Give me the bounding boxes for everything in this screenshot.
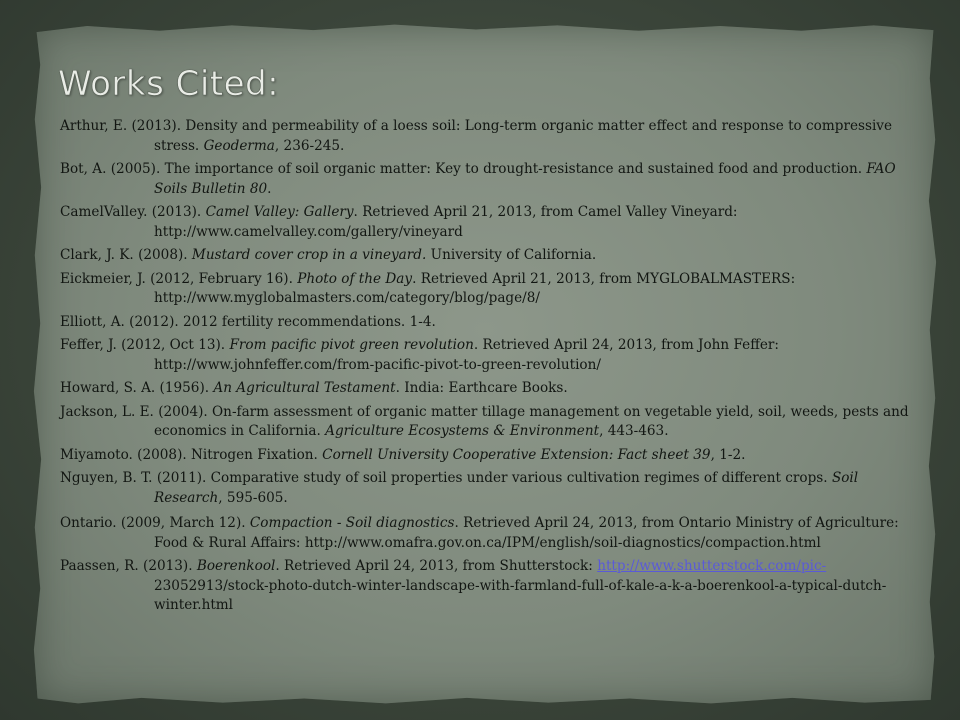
reference-italic-text: Camel Valley: Gallery: [205, 204, 354, 220]
reference-italic-text: Soil Research: [154, 470, 859, 506]
reference-entry: [60, 403, 920, 442]
reference-text: . Retrieved April 24, 2013, from Shutterstock:: [275, 558, 598, 574]
reference-text: . Retrieved April 24, 2013, from John Feffer: http://www.johnfeffer.com/from-pacific-pivot-to-green-revolution/: [154, 337, 780, 373]
reference-entry: [60, 246, 920, 266]
reference-entry: [60, 203, 920, 242]
reference-italic-text: Photo of the Day: [297, 270, 413, 287]
reference-entry: [60, 514, 920, 553]
reference-italic-text: 39: [693, 446, 711, 463]
reference-entry: [60, 160, 920, 199]
page-title: Works Cited:: [58, 64, 280, 104]
reference-italic-text: Mustard cover crop in a vineyard.: [191, 247, 427, 263]
reference-text: Paassen, R. (2013).: [60, 558, 197, 574]
reference-italic-text: Cornell University Cooperative Extension: Fact sheet: [322, 446, 689, 463]
reference-text: Howard, S. A. (1956).: [60, 380, 214, 396]
reference-italic-text: From pacific pivot green revolution: [229, 337, 474, 353]
reference-text: 23052913/stock-photo-dutch-winter-landscape-with-farmland-full-of-kale-a-k-a-boerenkool-a-typical-dutch-winter.html: [154, 577, 887, 613]
reference-text: . Retrieved April 21, 2013, from Camel Valley Vineyard: http://www.camelvalley.com/gallery/vineyard: [154, 204, 738, 240]
reference-text: , 595-605.: [218, 489, 288, 506]
reference-text: CamelValley. (2013).: [60, 204, 206, 220]
reference-entry: [60, 270, 920, 309]
reference-text: , 443-463.: [599, 423, 669, 439]
reference-entry: [60, 313, 920, 333]
reference-text: , 1-2.: [710, 446, 746, 463]
reference-text: Nguyen, B. T. (2011). Comparative study of soil properties under various cultivation regimes of different crops.: [60, 470, 832, 486]
reference-text: Bot, A. (2005). The importance of soil organic matter: Key to drought-resistance and sustained food and production.: [60, 161, 867, 177]
reference-text: , 236-245.: [274, 137, 345, 154]
reference-text: Miyamoto. (2008). Nitrogen Fixation.: [60, 446, 323, 463]
reference-text: Arthur, E. (2013). Density and permeability of a loess soil: Long-term organic matter effect and response to compressive stress.: [60, 118, 893, 154]
reference-text: Ontario. (2009, March 12).: [60, 515, 250, 531]
reference-text: . India: Earthcare Books.: [395, 380, 568, 396]
reference-italic-text: Geoderma: [203, 137, 275, 154]
reference-italic-text: FAO Soils Bulletin 80: [154, 161, 896, 197]
reference-text: .: [267, 180, 272, 197]
reference-entry: [60, 117, 920, 156]
reference-text: Eickmeier, J. (2012, February 16).: [60, 270, 298, 287]
reference-text: Elliott, A. (2012). 2012 fertility recommendations. 1-4.: [60, 313, 436, 330]
reference-entry: [60, 446, 920, 466]
reference-text: . Retrieved April 24, 2013, from Ontario Ministry of Agriculture: Food & Rural Affairs: http://www.omafra.gov.on.ca/IPM/english/soil-diagnostics/compaction.html: [154, 515, 899, 551]
reference-text: University of California.: [426, 247, 597, 263]
reference-text: Feffer, J. (2012, Oct 13).: [60, 337, 230, 353]
reference-italic-text: Compaction - Soil diagnostics: [249, 515, 455, 531]
reference-entry: [60, 379, 920, 399]
reference-entry: [60, 469, 920, 508]
references-list: [60, 117, 920, 620]
reference-italic-text: Boerenkool: [196, 558, 276, 574]
reference-link[interactable]: http://www.shutterstock.com/pic-: [597, 558, 827, 574]
reference-text: Jackson, L. E. (2004). On-farm assessment of organic matter tillage management on vegetable yield, soil, weeds, pests and economics in California.: [60, 403, 909, 439]
reference-text: Clark, J. K. (2008).: [60, 247, 192, 263]
reference-entry: [60, 336, 920, 375]
reference-text: . Retrieved April 21, 2013, from MYGLOBALMASTERS: http://www.myglobalmasters.com/category/blog/page/8/: [154, 270, 796, 306]
reference-entry: [60, 557, 920, 616]
reference-italic-text: Agriculture Ecosystems & Environment: [325, 423, 600, 439]
reference-italic-text: An Agricultural Testament: [213, 380, 396, 396]
